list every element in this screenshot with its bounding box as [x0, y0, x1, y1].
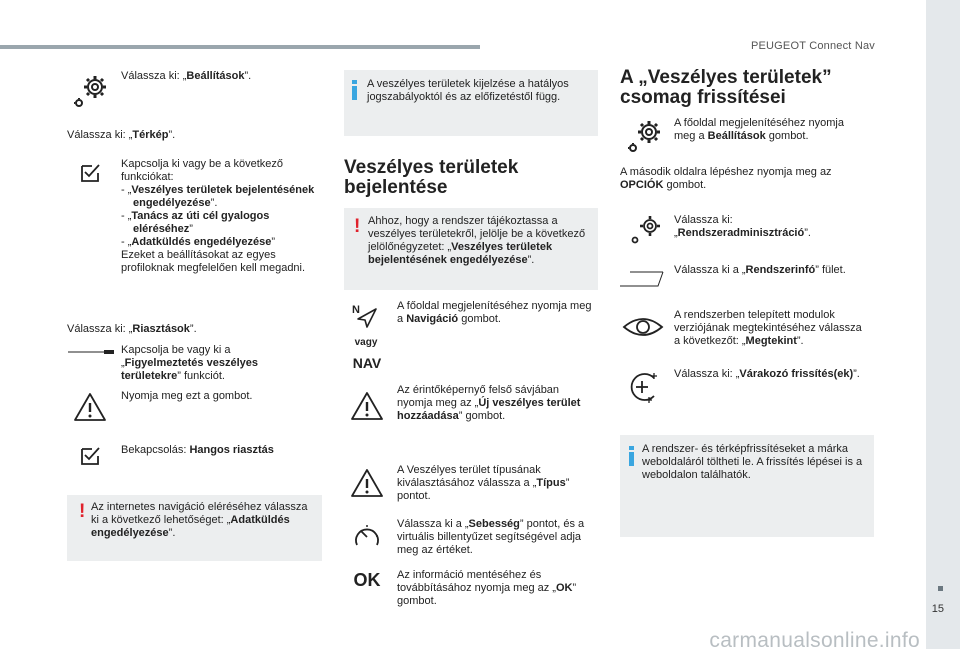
warning-triangle-icon	[350, 468, 384, 498]
checkbox-icon	[80, 163, 102, 183]
header-title: PEUGEOT Connect Nav	[750, 40, 875, 52]
col1-toggle-functions: Kapcsolja ki vagy be a következő funkciókat: - „Veszélyes területek bejelentésének engedélyezése”. - „Tanács az úti cél gyalogos eléréséhez” - „Adatküldés engedélyezése” Ezeket a beállításokat az egyes profiloknak megfelelően kell megadni.	[121, 158, 315, 274]
exclamation-icon: !	[79, 501, 86, 522]
col3-step-view: A rendszerben telepített modulok verziójának megtekintéséhez válassza a következőt: „Megtekint”.	[674, 309, 862, 347]
system-admin-gear-icon	[628, 213, 664, 247]
col2-heading: Veszélyes területek bejelentése	[344, 157, 519, 198]
nav-button-label: NAV	[352, 355, 382, 371]
info-icon	[351, 80, 358, 100]
col3-heading: A „Veszélyes területek” csomag frissítései	[620, 67, 832, 108]
col3-step-pending: Válassza ki: „Várakozó frissítés(ek)”.	[674, 368, 860, 380]
tab-icon	[620, 270, 664, 288]
page-number: 15	[931, 603, 944, 615]
col1-step-map: Válassza ki: „Térkép”.	[67, 129, 176, 141]
or-label: vagy	[354, 337, 378, 348]
watermark: carmanualsonline.info	[709, 629, 920, 652]
info-icon	[628, 446, 635, 466]
col3-step-sysinfo: Válassza ki a „Rendszerinfó” fület.	[674, 264, 846, 276]
col2-warning-text: Ahhoz, hogy a rendszer tájékoztassa a veszélyes területekről, jelölje be a következő jelölőnégyzetet: „Veszélyes területek bejelentésének engedélyezése”.	[368, 215, 586, 266]
col1-step-settings: Válassza ki: „Beállítások”.	[121, 70, 252, 82]
col1-press-button: Nyomja meg ezt a gombot.	[121, 390, 253, 402]
side-marker	[938, 586, 943, 591]
eye-icon	[622, 315, 664, 339]
svg-text:N: N	[352, 304, 360, 316]
col3-step-sysadmin: Válassza ki: „Rendszeradminisztráció”.	[674, 214, 811, 239]
checkbox-icon	[80, 446, 102, 466]
col3-step-settings: A főoldal megjelenítéséhez nyomja meg a Beállítások gombot.	[674, 117, 844, 142]
warning-triangle-icon	[73, 392, 107, 422]
col2-step-speed: Válassza ki a „Sebesség” pontot, és a virtuális billentyűzet segítségével adja meg az értéket.	[397, 518, 585, 556]
col2-step-ok: Az információ mentéséhez és továbbításához nyomja meg az „OK” gombot.	[397, 569, 577, 607]
col2-step-navigation: A főoldal megjelenítéséhez nyomja meg a Navigáció gombot.	[397, 300, 592, 325]
col1-step-alerts: Válassza ki: „Riasztások”.	[67, 323, 197, 335]
ok-button-label: OK	[353, 570, 381, 590]
col2-step-type: A Veszélyes terület típusának kiválasztásához válassza a „Típus” pontot.	[397, 464, 570, 502]
pending-update-icon	[624, 368, 662, 406]
col2-info-text: A veszélyes területek kijelzése a hatályos jogszabályoktól és az előfizetéstől függ.	[367, 78, 569, 103]
col1-enable-sound: Bekapcsolás: Hangos riasztás	[121, 444, 274, 456]
navigation-arrow-icon	[352, 303, 380, 329]
side-strip	[926, 0, 960, 649]
col2-step-add: Az érintőképernyő felső sávjában nyomja meg az „Új veszélyes terület hozzáadása” gombot.	[397, 384, 581, 422]
exclamation-icon: !	[354, 216, 361, 237]
col1-warning-text: Az internetes navigáció eléréséhez válassza ki a következő lehetőséget: „Adatküldés engedélyezése”.	[91, 501, 308, 539]
warning-triangle-icon	[350, 391, 384, 421]
col3-step-options: A második oldalra lépéshez nyomja meg az OPCIÓK gombot.	[620, 166, 832, 191]
col3-info-text: A rendszer- és térképfrissítéseket a márka weboldaláról töltheti le. A frissítés lépései is a weboldalon találhatók.	[642, 443, 863, 481]
header-rule	[0, 45, 480, 49]
toggle-line-icon	[68, 350, 114, 356]
col1-toggle-warning: Kapcsolja be vagy ki a „Figyelmeztetés veszélyes területekre” funkciót.	[121, 344, 258, 382]
gear-icon	[626, 117, 664, 155]
gear-icon	[72, 72, 110, 110]
speedometer-icon	[352, 521, 382, 551]
